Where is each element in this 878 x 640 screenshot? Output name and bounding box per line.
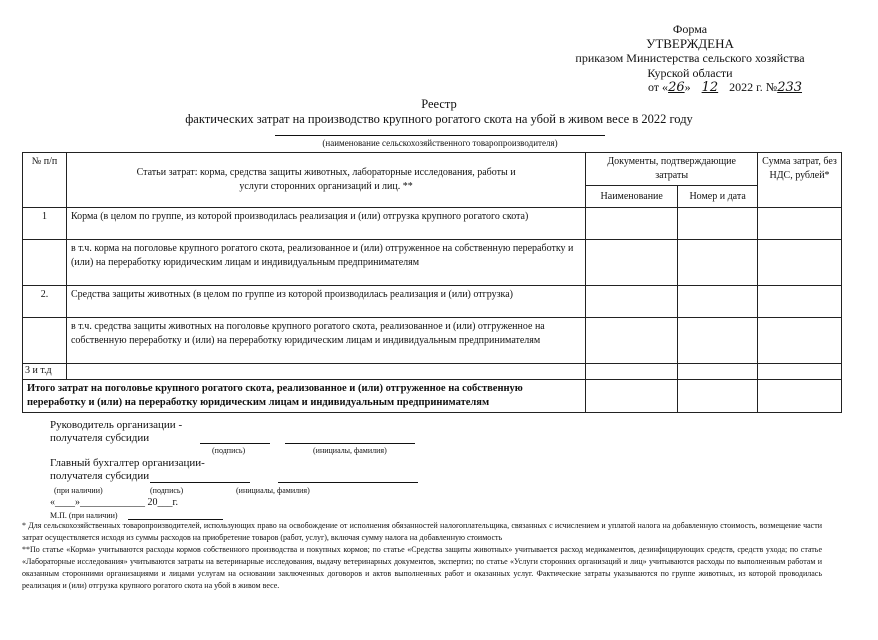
row-num <box>23 318 67 364</box>
head-sign-caption: (подпись) <box>212 446 246 455</box>
cell-sum[interactable] <box>758 208 842 240</box>
head-sign-line <box>200 443 270 444</box>
accountant-sign-line <box>150 482 250 483</box>
accountant-label-2: получателя субсидии <box>50 470 150 482</box>
header-sum: Сумма затрат, без НДС, рублей* <box>758 153 842 208</box>
row-num: 1 <box>23 208 67 240</box>
table-row <box>23 208 842 240</box>
cell-sum[interactable] <box>758 286 842 318</box>
row-text: в т.ч. корма на поголовье крупного рогатого скота, реализованное и (или) отгруженное на собственную переработку и (или) на переработку юридическим лицам и индивидуальным предпринимателям <box>66 240 585 286</box>
cell-doc-name[interactable] <box>586 318 678 364</box>
approval-date: от «26» 12 2022 г. №233 <box>647 80 803 95</box>
cell-doc-number[interactable] <box>678 364 758 380</box>
cell-doc-number[interactable] <box>678 318 758 364</box>
row-num: 2. <box>23 286 67 318</box>
cell-doc-name[interactable] <box>586 286 678 318</box>
header-docs: Документы, подтверждающие затраты <box>586 153 758 186</box>
if-any-caption: (при наличии) <box>54 486 103 495</box>
handwritten-day: 26 <box>668 80 685 95</box>
org-name-line <box>275 135 605 136</box>
accountant-initials-line <box>278 482 418 483</box>
region-label: Курской области <box>647 65 733 80</box>
head-label-2: получателя субсидии <box>50 432 150 444</box>
cell-sum[interactable] <box>758 380 842 413</box>
total-label: Итого затрат на поголовье крупного рогатого скота, реализованное и (или) отгруженное на собственную переработку и (или) на переработку юридическим лицам и индивидуальным предпринимателям <box>23 380 586 413</box>
handwritten-number: 233 <box>777 80 803 95</box>
row-text: Средства защиты животных (в целом по группе из которой производилась реализация и (или) отгрузка) <box>66 286 585 318</box>
approved-label: УТВЕРЖДЕНА <box>646 35 734 51</box>
row-num: 3 и т.д <box>23 364 67 380</box>
header-doc-name: Наименование <box>586 186 678 208</box>
cell-doc-name[interactable] <box>586 380 678 413</box>
form-label: Форма <box>672 22 708 36</box>
table-row <box>23 364 842 380</box>
registry-table <box>22 152 842 413</box>
order-label: приказом Министерства сельского хозяйства <box>575 51 805 65</box>
row-num <box>23 240 67 286</box>
cell-sum[interactable] <box>758 364 842 380</box>
cell-doc-number[interactable] <box>678 208 758 240</box>
cell-doc-name[interactable] <box>586 208 678 240</box>
accountant-initials-caption: (инициалы, фамилия) <box>236 486 310 495</box>
cell-doc-number[interactable] <box>678 240 758 286</box>
approval-block <box>540 22 840 96</box>
total-row <box>23 380 842 413</box>
row-text: в т.ч. средства защиты животных на поголовье крупного рогатого скота, реализованное и (или) отгруженное на собственную переработку и (или) на переработку юридическим лицам и индивидуальным предпринимателям <box>66 318 585 364</box>
footnote-double-star: **По статье «Корма» учитываются расходы кормов собственного производства и покупных кормов; по статье «Средства защиты животных» учитывается расход медикаментов, дезинфицирующих средств, средств ухода; по статье «Лабораторные исследования» учитываются затраты на ветеринарные исследования, выдачу ветеринарных документов, экспертиз; по статье «Услуги сторонних организаций и лиц» учитываются расходы по выполненным работам и оказанным сторонними организациями и лицами услугам на основании заключенных договоров и актов выполненных работ и оказанных услуг. Фактические затраты указываются по группе животных, из которой проводилась реализация и (или) отгрузка крупного рогатого скота на убой в живом весе. <box>22 545 822 590</box>
footnote-star: * Для сельскохозяйственных товаропроизводителей, использующих право на освобождение от исполнения обязанностей налогоплательщика, связанных с исчислением и уплатой налога на добавленную стоимость, возмещение части затрат осуществляется исходя из суммы расходов на приобретение товаров (работ, услуг), включая сумму налога на добавленную стоимость <box>22 521 822 542</box>
accountant-sign-caption: (подпись) <box>150 486 184 495</box>
head-label-1: Руководитель организации - <box>50 419 183 431</box>
cell-doc-name[interactable] <box>586 364 678 380</box>
cell-doc-number[interactable] <box>678 380 758 413</box>
handwritten-month: 12 <box>701 80 719 95</box>
date-line: «____»_____________ 20___г. <box>50 497 178 508</box>
header-doc-number: Номер и дата <box>678 186 758 208</box>
row-text <box>66 364 585 380</box>
cell-sum[interactable] <box>758 318 842 364</box>
table-row <box>23 240 842 286</box>
accountant-label-1: Главный бухгалтер организации- <box>50 457 205 469</box>
table-row <box>23 318 842 364</box>
cell-doc-name[interactable] <box>586 240 678 286</box>
document-subtitle: фактических затрат на производство крупного рогатого скота на убой в живом весе в 2022 году <box>185 112 693 126</box>
cell-doc-number[interactable] <box>678 286 758 318</box>
row-text: Корма (в целом по группе, из которой производилась реализация и (или) отгрузка крупного рогатого скота) <box>66 208 585 240</box>
header-num: № п/п <box>23 153 67 208</box>
footnotes <box>22 520 822 592</box>
document-title: Реестр <box>421 97 457 111</box>
table-row <box>23 286 842 318</box>
header-items: Статьи затрат: корма, средства защиты животных, лабораторные исследования, работы и услуги сторонних организаций и лиц. ** <box>66 153 585 208</box>
head-initials-line <box>285 443 415 444</box>
stamp-caption: М.П. (при наличии) <box>50 511 118 520</box>
cell-sum[interactable] <box>758 240 842 286</box>
org-name-caption: (наименование сельскохозяйственного товаропроизводителя) <box>322 138 558 148</box>
head-initials-caption: (инициалы, фамилия) <box>313 446 387 455</box>
